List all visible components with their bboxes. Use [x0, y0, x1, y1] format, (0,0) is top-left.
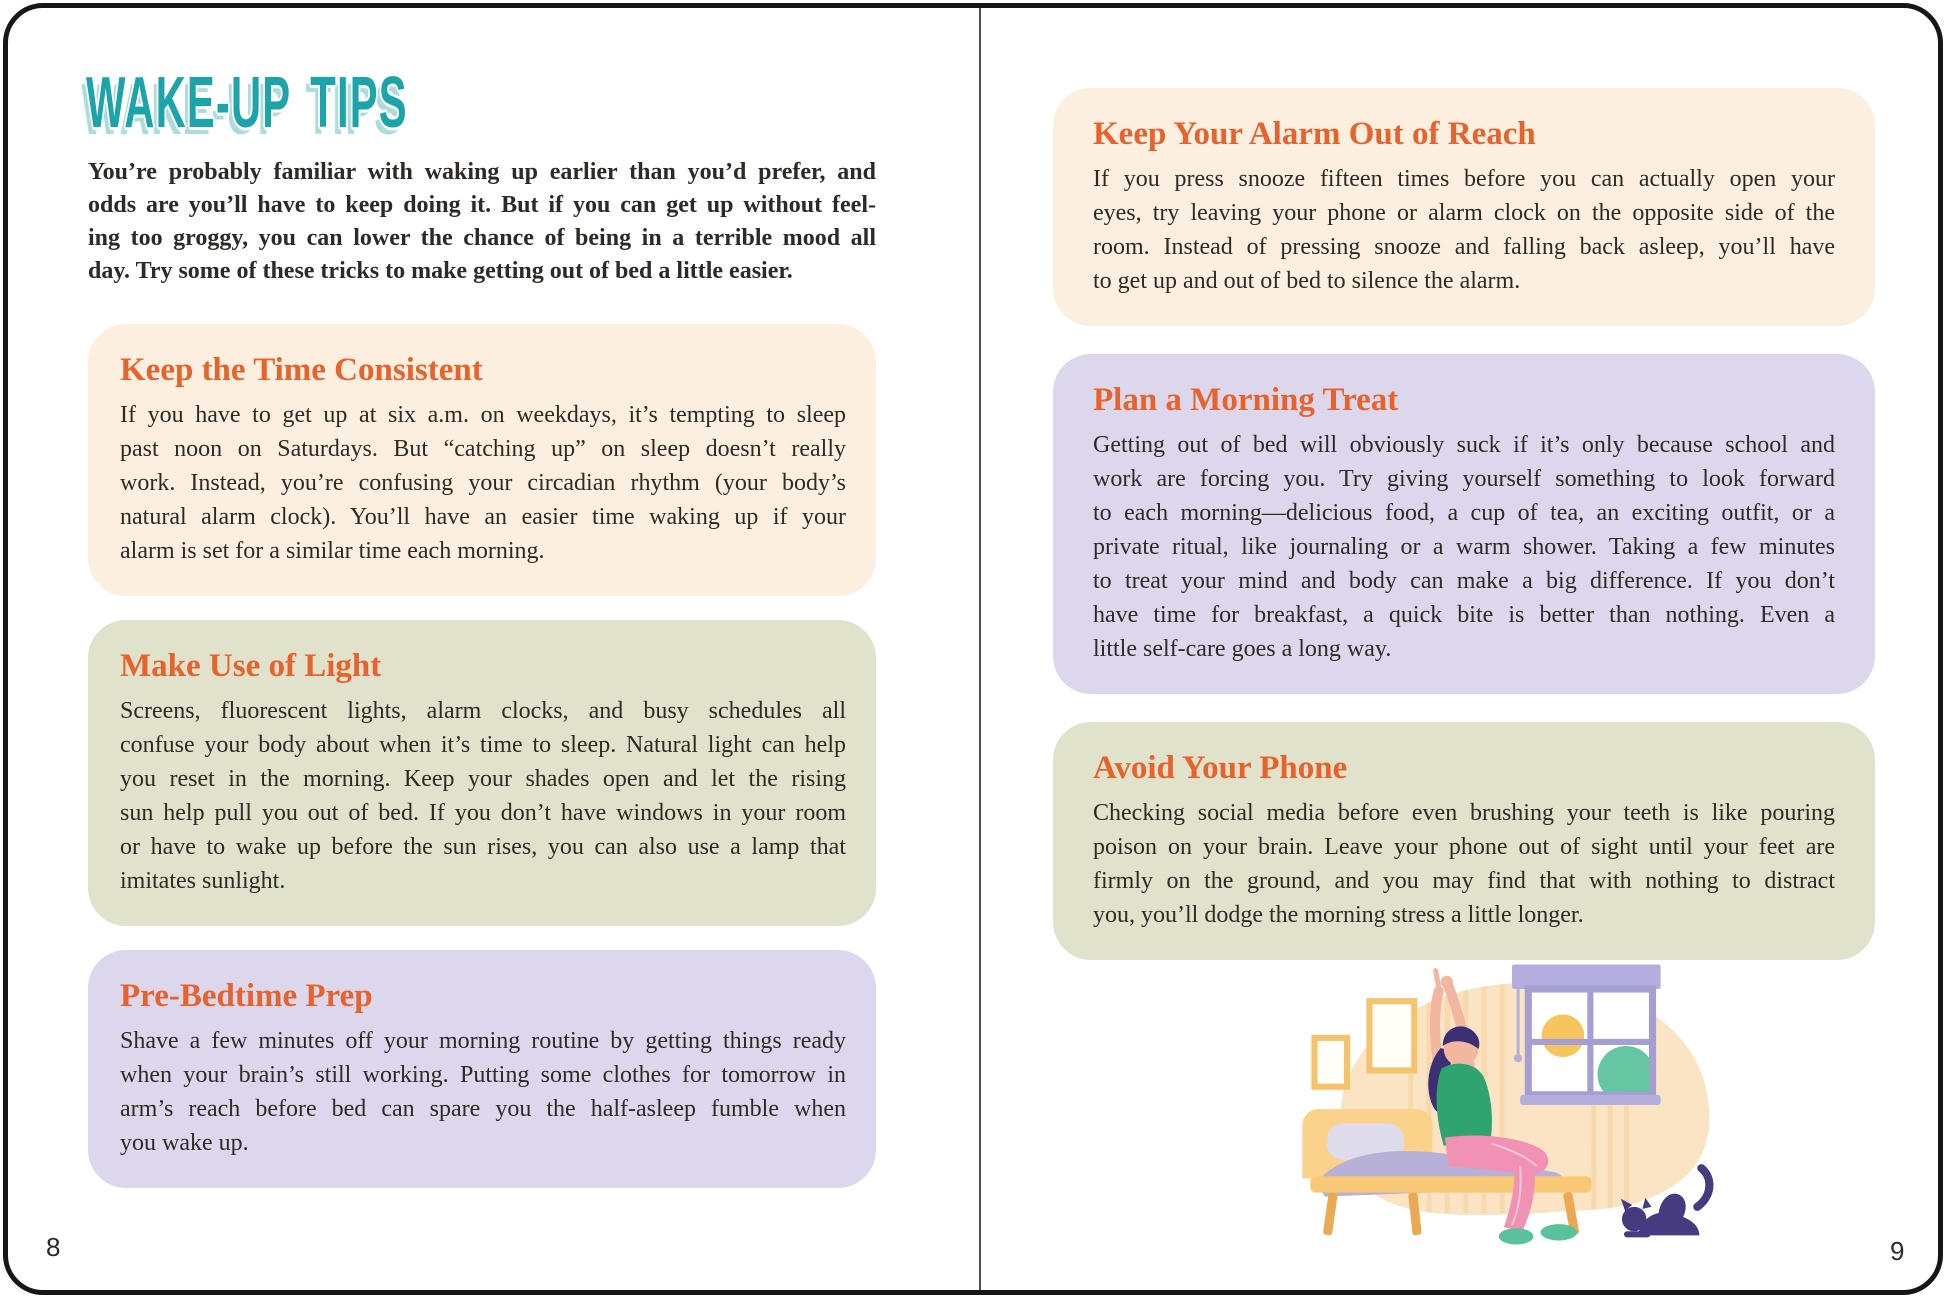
- text-line: to each morning—delicious food, a cup of tea, an exciting outfit, or a: [1093, 500, 1835, 526]
- text-line: to treat your mind and body can make a big difference. If you don’t: [1093, 568, 1835, 594]
- slipper-icon: [1499, 1228, 1534, 1244]
- roller-shade-icon: [1512, 965, 1661, 989]
- cat-head: [1622, 1207, 1646, 1231]
- left-tips: [88, 324, 876, 1188]
- text-line: sun help pull you out of bed. If you don’t have windows in your room: [120, 800, 846, 826]
- text-line: room. Instead of pressing snooze and falling back asleep, you’ll have: [1093, 234, 1835, 260]
- tip-card: [1053, 722, 1875, 960]
- text-line: Getting out of bed will obviously suck if it’s only because school and: [1093, 432, 1835, 458]
- tip-card: [88, 324, 876, 596]
- morning-stretch-illustration: [1288, 950, 1736, 1256]
- tip-heading: Avoid Your Phone: [1093, 750, 1348, 786]
- text-line: you reset in the morning. Keep your shades open and let the rising: [120, 766, 846, 792]
- tip-body: [120, 398, 846, 568]
- text-line: ing too groggy, you can lower the chance of being in a terrible mood all: [88, 225, 876, 251]
- cat-tail: [1697, 1168, 1709, 1207]
- slipper-icon: [1541, 1224, 1578, 1240]
- text-line: work are forcing you. Try giving yourself something to look forward: [1093, 466, 1835, 492]
- text-line: alarm is set for a similar time each morning.: [120, 538, 545, 564]
- text-line: odds are you’ll have to keep doing it. But if you can get up without feel-: [88, 192, 876, 218]
- text-line: work. Instead, you’re confusing your circadian rhythm (your body’s: [120, 470, 846, 496]
- text-line: to get up and out of bed to silence the alarm.: [1093, 268, 1521, 294]
- tip-heading: Make Use of Light: [120, 648, 382, 684]
- bed-rail: [1310, 1176, 1591, 1192]
- text-line: You’re probably familiar with waking up earlier than you’d prefer, and: [88, 159, 876, 185]
- window-icon: [1512, 965, 1673, 1118]
- right-tips: [1053, 88, 1875, 960]
- text-line: imitates sunlight.: [120, 868, 286, 894]
- text-line: natural alarm clock). You’ll have an easier time waking up if your: [120, 504, 846, 530]
- text-line: confuse your body about when it’s time to sleep. Natural light can help: [120, 732, 846, 758]
- text-line: when your brain’s still working. Putting some clothes for tomorrow in: [120, 1062, 846, 1088]
- text-line: have time for breakfast, a quick bite is better than nothing. Even a: [1093, 602, 1835, 628]
- tip-card: [1053, 88, 1875, 326]
- text-line: eyes, try leaving your phone or alarm clock on the opposite side of the: [1093, 200, 1835, 226]
- text-line: Screens, fluorescent lights, alarm clocks, and busy schedules all: [120, 698, 846, 724]
- tip-card: [88, 620, 876, 926]
- intro-paragraph: [88, 156, 876, 288]
- text-line: you, you’ll dodge the morning stress a little longer.: [1093, 902, 1584, 928]
- text-line: or have to wake up before the sun rises, you can also use a lamp that: [120, 834, 846, 860]
- text-line: firmly on the ground, and you may find that with nothing to distract: [1093, 868, 1835, 894]
- cat-body: [1638, 1194, 1699, 1236]
- page-title: WAKE-UP TIPS: [86, 63, 408, 143]
- text-line: If you press snooze fifteen times before you can actually open your: [1093, 166, 1835, 192]
- text-line: private ritual, like journaling or a warm shower. Taking a few minutes: [1093, 534, 1835, 560]
- tip-body: [1093, 796, 1835, 932]
- tip-card: [1053, 354, 1875, 694]
- tip-body: [120, 1024, 846, 1160]
- tip-body: [1093, 428, 1835, 666]
- text-line: day. Try some of these tricks to make getting out of bed a little easier.: [88, 258, 793, 284]
- tip-body: [120, 694, 846, 898]
- text-line: past noon on Saturdays. But “catching up” on sleep doesn’t really: [120, 436, 846, 462]
- tip-card: [88, 950, 876, 1188]
- tip-heading: Keep the Time Consistent: [120, 352, 483, 388]
- page-number-left: 8: [46, 1232, 61, 1262]
- text-line: arm’s reach before bed can spare you the half-asleep fumble when: [120, 1096, 846, 1122]
- text-line: Shave a few minutes off your morning routine by getting things ready: [120, 1028, 846, 1054]
- text-line: If you have to get up at six a.m. on weekdays, it’s tempting to sleep: [120, 402, 846, 428]
- text-line: Checking social media before even brushing your teeth is like pouring: [1093, 800, 1835, 826]
- page-divider: [979, 8, 981, 1290]
- text-line: poison on your brain. Leave your phone out of sight until your feet are: [1093, 834, 1835, 860]
- page-number-right: 9: [1890, 1236, 1905, 1266]
- tip-heading: Pre-Bedtime Prep: [120, 978, 373, 1014]
- text-line: you wake up.: [120, 1130, 249, 1156]
- text-line: little self-care goes a long way.: [1093, 636, 1392, 662]
- tip-body: [1093, 162, 1835, 298]
- sun-icon: [1542, 1014, 1585, 1057]
- tip-heading: Plan a Morning Treat: [1093, 382, 1399, 418]
- tip-heading: Keep Your Alarm Out of Reach: [1093, 116, 1536, 152]
- book-spread: [3, 3, 1943, 1295]
